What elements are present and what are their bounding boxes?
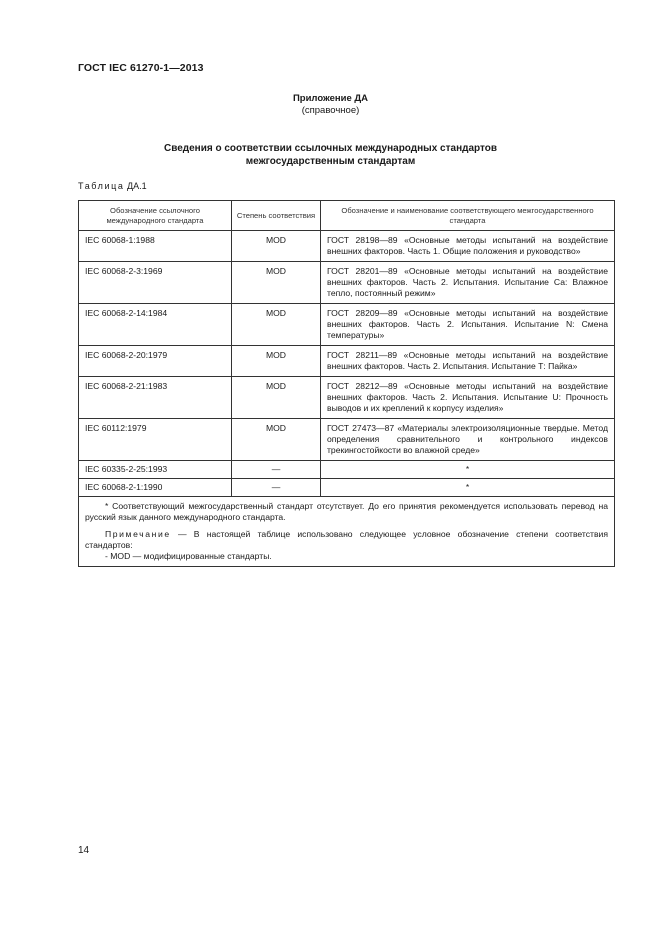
table-row (79, 262, 615, 304)
annex-heading (0, 93, 661, 117)
table-note (85, 529, 608, 551)
table-row (79, 419, 615, 461)
section-title (0, 142, 661, 168)
cell-degree: MOD (232, 231, 321, 262)
table-row (79, 479, 615, 497)
annex-subtitle: (справочное) (301, 105, 360, 116)
cell-international: IEC 60068-2-1:1990 (79, 479, 232, 497)
header-national-standard: Обозначение и наименование соответствующего межгосударственного стандарта (321, 201, 615, 231)
table-footnote: * Соответствующий межгосударственный стандарт отсутствует. До его принятия рекомендуется использовать перевод на русский язык данного международного стандарта. (85, 501, 608, 522)
cell-international: IEC 60068-2-20:1979 (79, 346, 232, 377)
table-caption-prefix: Таблица (78, 181, 125, 191)
cell-national: ГОСТ 28211—89 «Основные методы испытаний на воздействие внешних факторов. Часть 2. Испытания. Испытание Т: Пайка» (321, 346, 615, 377)
cell-national: * (321, 461, 615, 479)
cell-degree: MOD (232, 377, 321, 419)
table-row (79, 231, 615, 262)
table-row (79, 461, 615, 479)
cell-international: IEC 60068-2-3:1969 (79, 262, 232, 304)
cell-degree: — (232, 461, 321, 479)
cell-international: IEC 60068-1:1988 (79, 231, 232, 262)
note-text: — В настоящей таблице использовано следующее условное обозначение степени соответствия стандартов: (85, 529, 608, 550)
cell-national: ГОСТ 27473—87 «Материалы электроизоляционные твердые. Метод определения сравнительного и контрольного индексов трекингостойкости во влажной среде» (321, 419, 615, 461)
cell-degree: MOD (232, 346, 321, 377)
cell-international: IEC 60112:1979 (79, 419, 232, 461)
header-degree: Степень соответствия (232, 201, 321, 231)
table-row (79, 304, 615, 346)
cell-national: ГОСТ 28212—89 «Основные методы испытаний на воздействие внешних факторов. Часть 2. Испытания. Испытание U: Прочность выводов и их креплений к корпусу изделия» (321, 377, 615, 419)
cell-national: ГОСТ 28198—89 «Основные методы испытаний на воздействие внешних факторов. Часть 1. Общие положения и руководство» (321, 231, 615, 262)
note-item: - MOD — модифицированные стандарты. (105, 551, 272, 561)
cell-national: ГОСТ 28209—89 «Основные методы испытаний на воздействие внешних факторов. Часть 2. Испытания. Испытание N: Смена температуры» (321, 304, 615, 346)
cell-degree: MOD (232, 304, 321, 346)
document-header: ГОСТ IEC 61270-1—2013 (78, 62, 204, 74)
section-title-line2: межгосударственным стандартам (245, 156, 416, 167)
cell-national: * (321, 479, 615, 497)
section-title-line1: Сведения о соответствии ссылочных международных стандартов (163, 143, 498, 154)
cell-degree: MOD (232, 419, 321, 461)
page-number: 14 (78, 845, 90, 856)
table-header-row (79, 201, 615, 231)
table-caption (78, 181, 147, 191)
cell-degree: MOD (232, 262, 321, 304)
cell-national: ГОСТ 28201—89 «Основные методы испытаний на воздействие внешних факторов. Часть 2. Испытания. Испытание Са: Влажное тепло, постоянный режим» (321, 262, 615, 304)
table-row (79, 346, 615, 377)
table-row (79, 377, 615, 419)
table-footer (79, 497, 615, 567)
note-label: Примечание (105, 529, 171, 539)
table-footer-row (79, 497, 615, 567)
cell-international: IEC 60068-2-21:1983 (79, 377, 232, 419)
correspondence-table (78, 200, 615, 567)
cell-degree: — (232, 479, 321, 497)
table-caption-number: ДА.1 (127, 181, 147, 191)
cell-international: IEC 60068-2-14:1984 (79, 304, 232, 346)
header-international-standard: Обозначение ссылочного международного стандарта (79, 201, 232, 231)
annex-title: Приложение ДА (292, 93, 369, 104)
cell-international: IEC 60335-2-25:1993 (79, 461, 232, 479)
